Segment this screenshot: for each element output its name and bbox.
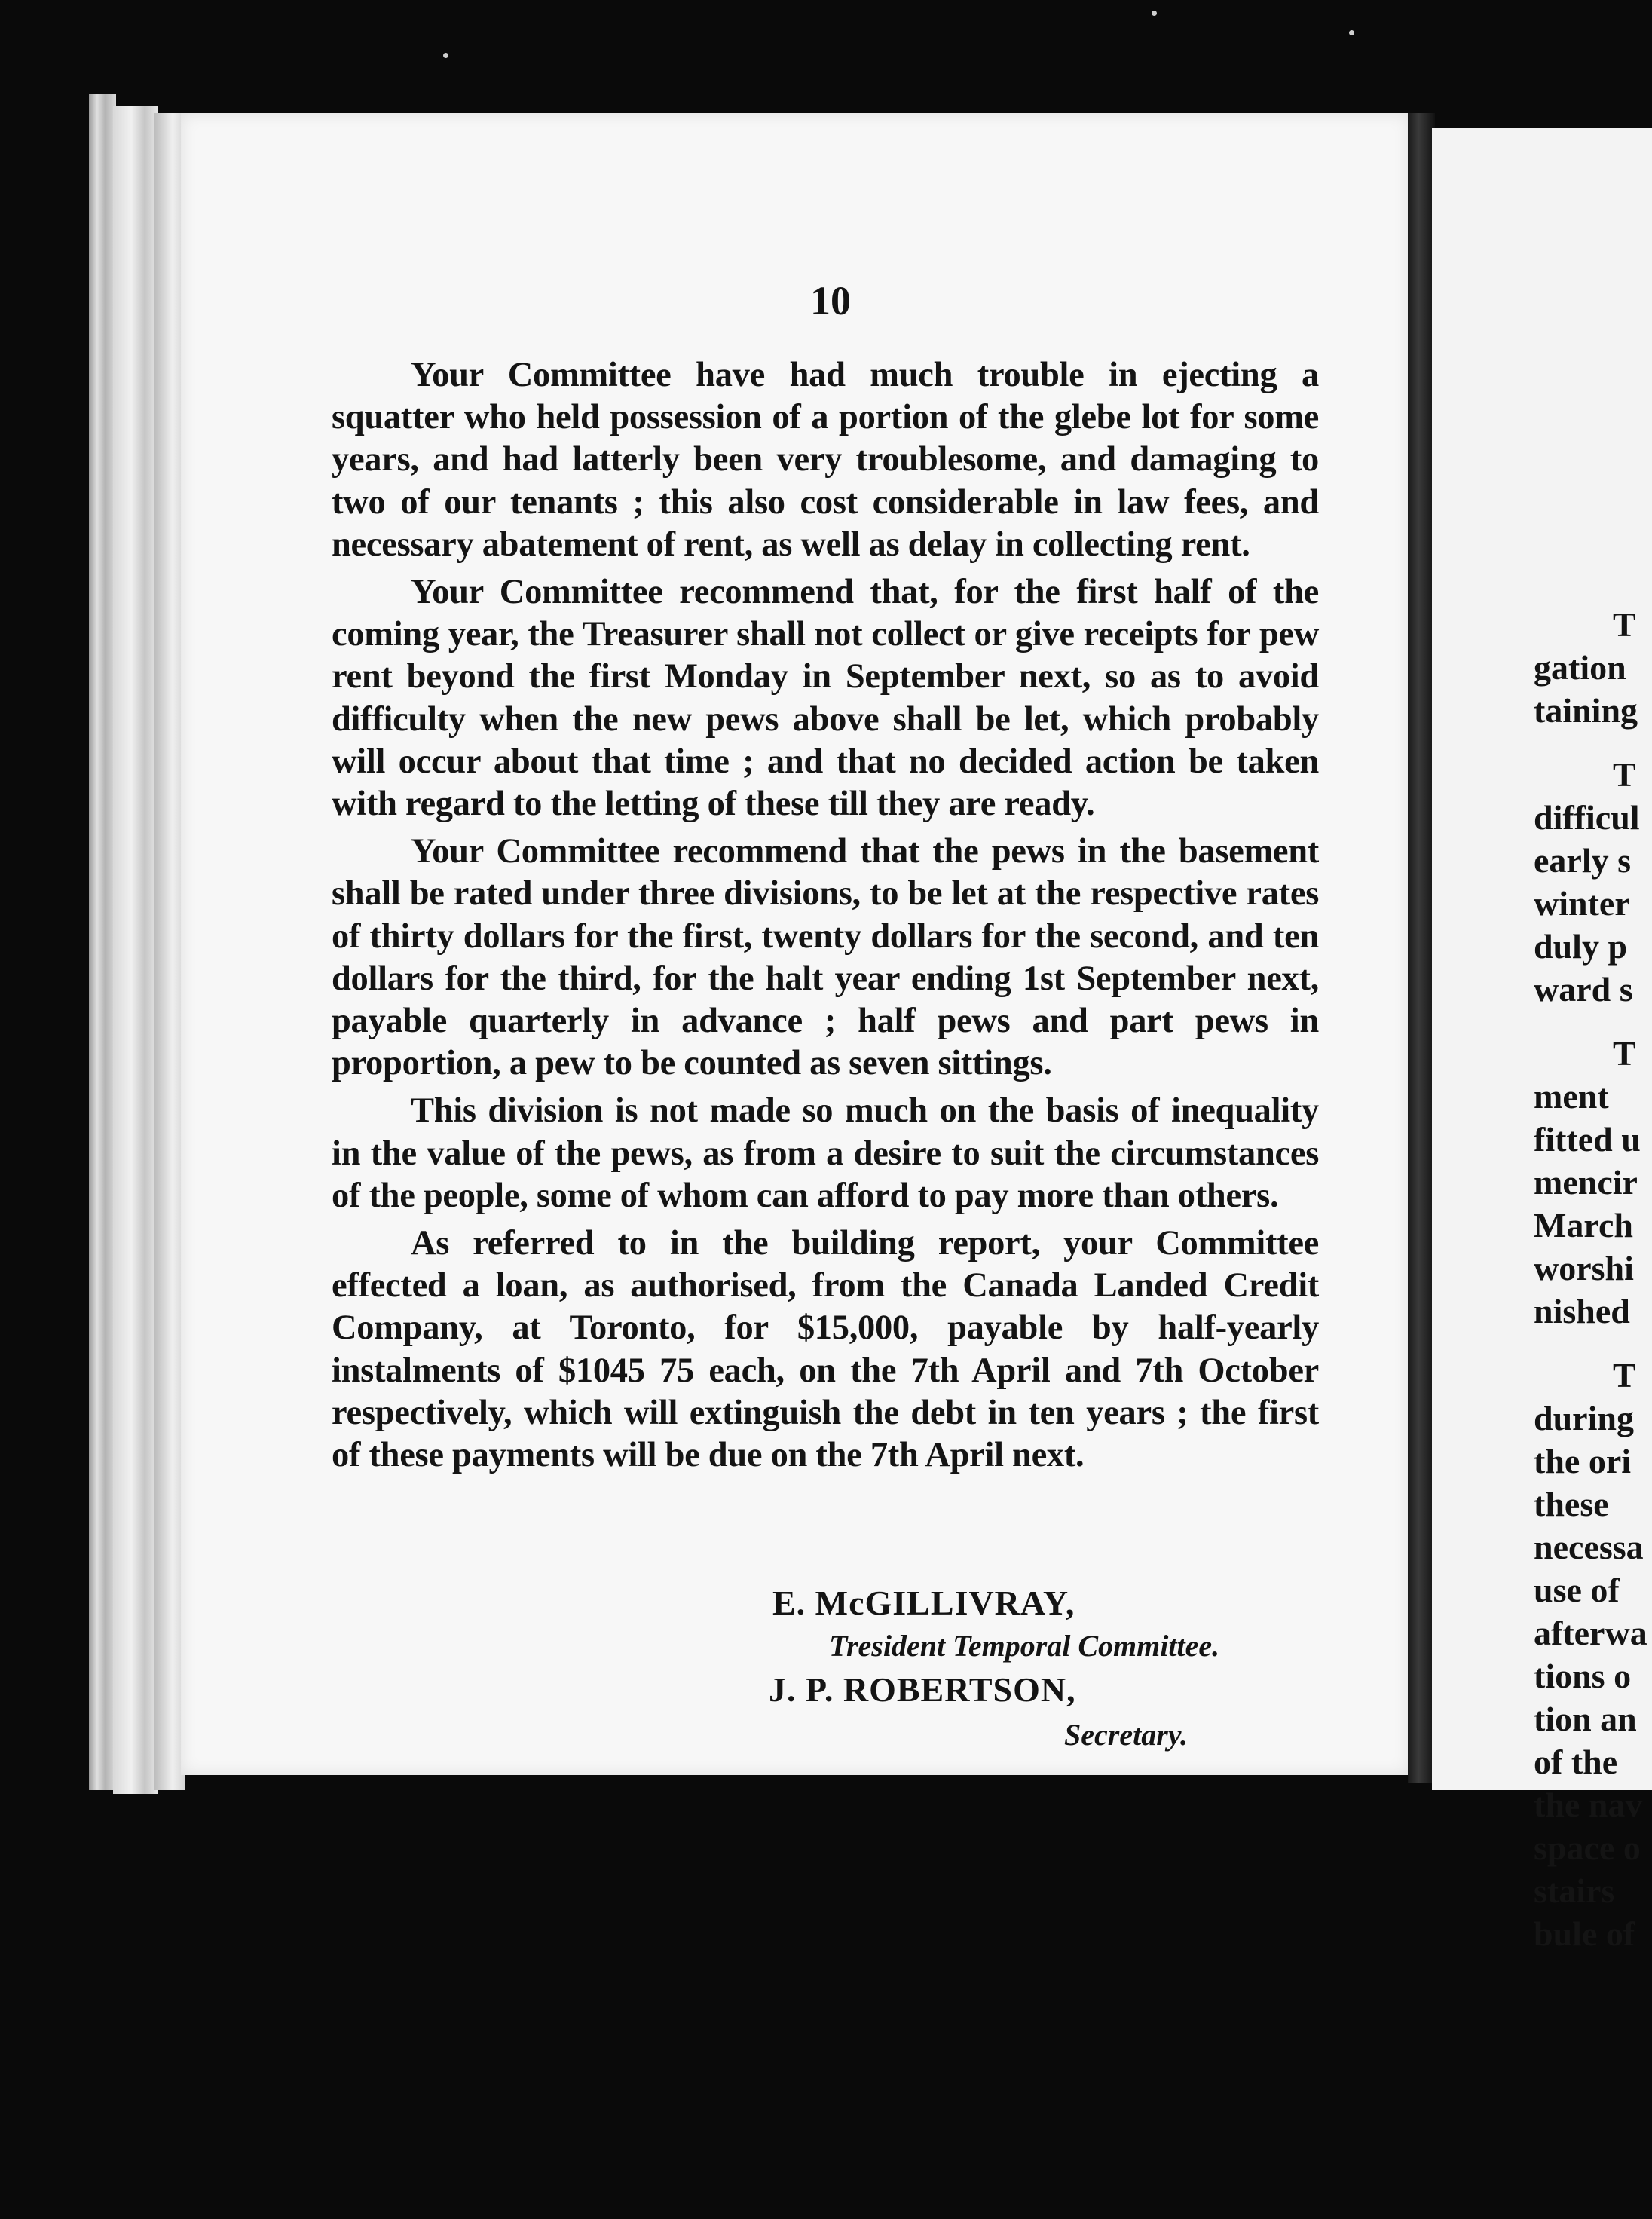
right-page-fragment: use of (1534, 1571, 1620, 1609)
right-page-fragment (1534, 1333, 1647, 1354)
right-page-fragment: the ori (1534, 1442, 1632, 1480)
right-page-fragment: ment (1534, 1077, 1609, 1116)
signature-name: E. McGILLIVRAY, (772, 1584, 1075, 1622)
paragraph: Your Committee recommend that the pews in the basement shall be rated under three divisions, to be let at the respective rates of thirty dollars for the first, twenty dollars for the second, and ten dollars for the third, for the halt year ending 1st September next, payable quarterly in advance ; half pews and part pews in proportion, a pew to be counted as seven sittings. (332, 832, 1319, 1083)
right-page-fragment: taining (1534, 691, 1638, 730)
signature-title: Secretary. (1064, 1718, 1189, 1752)
scan-speck (443, 53, 448, 58)
right-page-fragment (1534, 732, 1647, 753)
right-page-fragment: gation (1534, 648, 1626, 687)
right-page-fragment: stairs (1534, 1872, 1615, 1910)
right-page-fragment: T (1613, 1034, 1636, 1073)
book-page-edges (113, 106, 158, 1794)
right-page-fragment: difficul (1534, 798, 1640, 837)
right-page-fragment: early s (1534, 841, 1632, 880)
right-page-fragment: space o (1534, 1829, 1641, 1867)
right-page-fragment: afterwa (1534, 1614, 1647, 1652)
paragraph: As referred to in the building report, your Committee effected a loan, as authorised, from the Canada Landed Credit Company, at Toronto, for $15,000, payable by half-yearly instalments of $1045 75 each, on the 7th April and 7th October respectively, which will extinguish the debt in ten years ; the first of these payments will be due on the 7th April next. (332, 1224, 1319, 1475)
right-page-fragment: T (1613, 605, 1636, 644)
right-page-fragment: winter (1534, 884, 1630, 923)
right-page-text-fragments (1534, 603, 1647, 1955)
right-page-fragment: necessa (1534, 1528, 1644, 1566)
right-page-fragment: T (1613, 1356, 1636, 1394)
right-page-fragment: March (1534, 1206, 1634, 1244)
body-text (332, 354, 1319, 1482)
right-page-fragment: the nav (1534, 1786, 1643, 1824)
signature-name: J. P. ROBERTSON, (769, 1670, 1076, 1709)
right-page-fragment: tions o (1534, 1657, 1632, 1695)
book-page-edges (154, 113, 185, 1790)
scan-speck (1349, 30, 1354, 35)
right-page-fragment: tion an (1534, 1700, 1637, 1738)
right-page-fragment: nished (1534, 1292, 1630, 1330)
right-page-fragment: bule of (1534, 1914, 1635, 1953)
right-page-fragment: mencir (1534, 1163, 1638, 1201)
page-number: 10 (810, 278, 851, 323)
paragraph: Your Committee recommend that, for the first half of the coming year, the Treasurer shall not collect or give receipts for pew rent beyond the first Monday in September next, so as to avoid difficulty when the new pews above shall be let, which probably will occur about that time ; and that no decided action be taken with regard to the letting of these till they are ready. (332, 573, 1319, 824)
right-page-fragment: T (1613, 755, 1636, 794)
right-page-fragment: during (1534, 1399, 1634, 1437)
book-page-edges (89, 94, 116, 1790)
right-page-fragment: ward s (1534, 970, 1633, 1008)
right-page-fragment: these (1534, 1485, 1609, 1523)
book-gutter (1408, 113, 1435, 1783)
right-page-fragment: fitted u (1534, 1120, 1641, 1158)
right-page-fragment: of the (1534, 1743, 1618, 1781)
right-page-fragment: duly p (1534, 927, 1628, 966)
right-page-fragment (1534, 1011, 1647, 1032)
signature-title: Tresident Temporal Committee. (829, 1629, 1220, 1663)
right-page (1432, 128, 1652, 1953)
paragraph: Your Committee have had much trouble in ejecting a squatter who held possession of a portion of the glebe lot for some years, and had latterly been very troublesome, and damaging to two of our tenants ; this also cost considerable in law fees, and necessary abatement of rent, as well as delay in collecting rent. (332, 356, 1319, 564)
paragraph: This division is not made so much on the basis of inequality in the value of the pews, as from a desire to suit the circumstances of the people, some of whom can afford to pay more than others. (332, 1091, 1319, 1215)
right-page-fragment: worshi (1534, 1249, 1634, 1287)
scan-speck (1152, 11, 1157, 16)
